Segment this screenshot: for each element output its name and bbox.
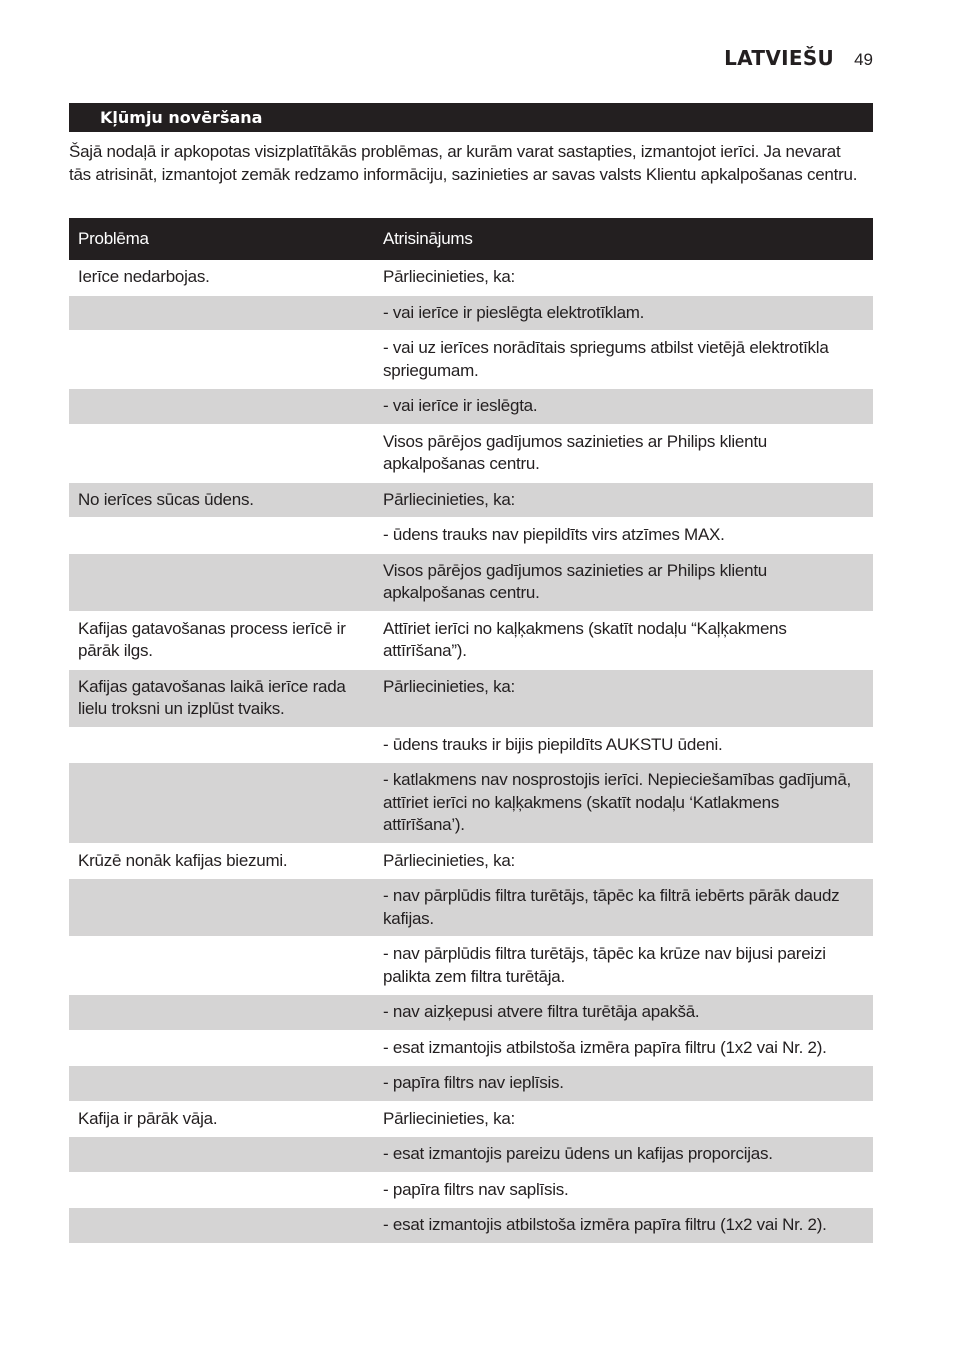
table-row xyxy=(69,843,873,879)
table-header-row xyxy=(69,218,873,260)
problem-cell xyxy=(69,295,374,331)
table-row xyxy=(69,295,873,331)
table-row xyxy=(69,1172,873,1208)
problem-cell: Krūzē nonāk kafijas biezumi. xyxy=(69,843,374,879)
solution-cell: - papīra filtrs nav saplīsis. xyxy=(374,1172,873,1208)
table-row xyxy=(69,424,873,482)
solution-cell: Pārliecinieties, ka: xyxy=(374,482,873,518)
troubleshooting-table xyxy=(69,218,873,1244)
solution-cell: - katlakmens nav nosprostojis ierīci. Nepieciešamības gadījumā, attīriet ierīci no kaļķakmens (skatīt nodaļu ‘Katlakmens attīrīšana’). xyxy=(374,763,873,844)
solution-cell: - nav aizķepusi atvere filtra turētāja apakšā. xyxy=(374,995,873,1031)
problem-cell xyxy=(69,1208,374,1244)
problem-cell: Ierīce nedarbojas. xyxy=(69,260,374,295)
solution-cell: Pārliecinieties, ka: xyxy=(374,1101,873,1137)
problem-cell xyxy=(69,331,374,389)
solution-cell: - esat izmantojis atbilstoša izmēra papīra filtru (1x2 vai Nr. 2). xyxy=(374,1030,873,1066)
solution-cell: - vai uz ierīces norādītais spriegums atbilst vietējā elektrotīkla spriegumam. xyxy=(374,331,873,389)
solution-cell: - ūdens trauks nav piepildīts virs atzīmes MAX. xyxy=(374,518,873,554)
column-header-problem: Problēma xyxy=(69,218,374,260)
table-row xyxy=(69,879,873,937)
solution-cell: Pārliecinieties, ka: xyxy=(374,260,873,295)
problem-cell xyxy=(69,1172,374,1208)
solution-cell: - papīra filtrs nav ieplīsis. xyxy=(374,1066,873,1102)
table-row xyxy=(69,1137,873,1173)
intro-paragraph: Šajā nodaļā ir apkopotas visizplatītākās problēmas, ar kurām varat sastapties, izmantojot ierīci. Ja nevarat tās atrisināt, izmantojot zemāk redzamo informāciju, sazinieties ar savas valsts Klientu apkalpošanas centru. xyxy=(69,142,858,184)
problem-cell: Kafija ir pārāk vāja. xyxy=(69,1101,374,1137)
table-row xyxy=(69,518,873,554)
solution-cell: - vai ierīce ir pieslēgta elektrotīklam. xyxy=(374,295,873,331)
problem-cell xyxy=(69,1137,374,1173)
solution-cell: - nav pārplūdis filtra turētājs, tāpēc ka krūze nav bijusi pareizi palikta zem filtra turētāja. xyxy=(374,937,873,995)
page-number: 49 xyxy=(854,50,873,69)
solution-cell: Pārliecinieties, ka: xyxy=(374,843,873,879)
problem-cell xyxy=(69,424,374,482)
problem-cell xyxy=(69,727,374,763)
table-row xyxy=(69,1208,873,1244)
table-row xyxy=(69,669,873,727)
problem-cell xyxy=(69,518,374,554)
problem-cell xyxy=(69,995,374,1031)
table-row xyxy=(69,331,873,389)
page-header xyxy=(724,46,873,70)
table-row xyxy=(69,611,873,669)
solution-cell: Visos pārējos gadījumos sazinieties ar Philips klientu apkalpošanas centru. xyxy=(374,553,873,611)
table-row xyxy=(69,260,873,295)
problem-cell: Kafijas gatavošanas process ierīcē ir pārāk ilgs. xyxy=(69,611,374,669)
problem-cell xyxy=(69,389,374,425)
solution-cell: - esat izmantojis pareizu ūdens un kafijas proporcijas. xyxy=(374,1137,873,1173)
solution-cell: Pārliecinieties, ka: xyxy=(374,669,873,727)
table-row xyxy=(69,1101,873,1137)
problem-cell xyxy=(69,553,374,611)
table-row xyxy=(69,1030,873,1066)
problem-cell xyxy=(69,763,374,844)
table-row xyxy=(69,1066,873,1102)
section-title: Kļūmju novēršana xyxy=(69,103,873,132)
problem-cell xyxy=(69,1066,374,1102)
solution-cell: Visos pārējos gadījumos sazinieties ar Philips klientu apkalpošanas centru. xyxy=(374,424,873,482)
solution-cell: - vai ierīce ir ieslēgta. xyxy=(374,389,873,425)
table-row xyxy=(69,727,873,763)
solution-cell: - nav pārplūdis filtra turētājs, tāpēc ka filtrā iebērts pārāk daudz kafijas. xyxy=(374,879,873,937)
table-row xyxy=(69,482,873,518)
solution-cell: Attīriet ierīci no kaļķakmens (skatīt nodaļu “Kaļķakmens attīrīšana”). xyxy=(374,611,873,669)
table-row xyxy=(69,389,873,425)
problem-cell xyxy=(69,879,374,937)
solution-cell: - esat izmantojis atbilstoša izmēra papīra filtru (1x2 vai Nr. 2). xyxy=(374,1208,873,1244)
problem-cell: No ierīces sūcas ūdens. xyxy=(69,482,374,518)
table-row xyxy=(69,763,873,844)
language-label: LATVIEŠU xyxy=(724,46,835,70)
column-header-solution: Atrisinājums xyxy=(374,218,873,260)
problem-cell: Kafijas gatavošanas laikā ierīce rada lielu troksni un izplūst tvaiks. xyxy=(69,669,374,727)
solution-cell: - ūdens trauks ir bijis piepildīts AUKSTU ūdeni. xyxy=(374,727,873,763)
table-row xyxy=(69,553,873,611)
table-row xyxy=(69,995,873,1031)
problem-cell xyxy=(69,1030,374,1066)
problem-cell xyxy=(69,937,374,995)
table-row xyxy=(69,937,873,995)
